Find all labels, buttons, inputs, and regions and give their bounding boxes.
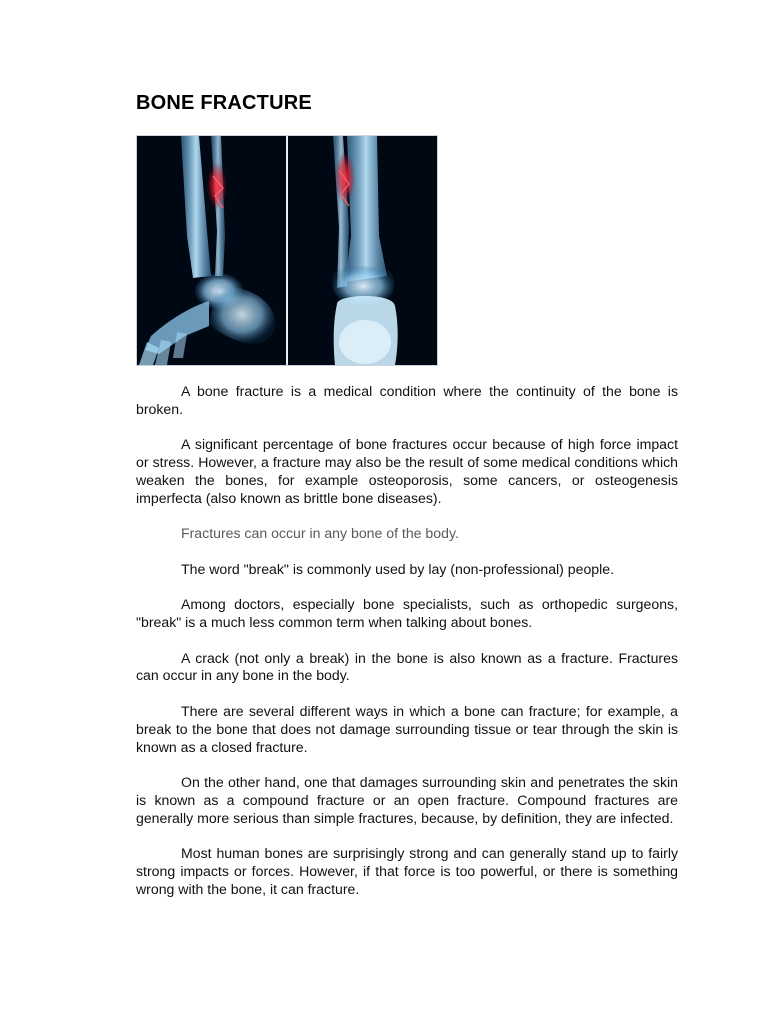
- xray-lateral-panel: [137, 136, 286, 365]
- paragraph: There are several different ways in which a bone can fracture; for example, a break to the bone that does not damage surrounding tissue or tear through the skin is known as a closed fracture.: [136, 702, 678, 755]
- paragraph: Among doctors, especially bone specialists, such as orthopedic surgeons, "break" is a much less common term when talking about bones.: [136, 596, 678, 631]
- paragraph: A crack (not only a break) in the bone is also known as a fracture. Fractures can occur in any bone in the body.: [136, 649, 678, 684]
- xray-figure: [136, 135, 438, 366]
- paragraph: Most human bones are surprisingly strong and can generally stand up to fairly strong impacts or forces. However, if that force is too powerful, or there is something wrong with the bone, it can fracture.: [136, 845, 678, 898]
- paragraph: Fractures can occur in any bone of the body.: [181, 525, 459, 542]
- paragraph: A significant percentage of bone fractures occur because of high force impact or stress. However, a fracture may also be the result of some medical conditions which weaken the bones, for example osteoporosis, some cancers, or osteogenesis imperfecta (also known as brittle bone diseases).: [136, 436, 678, 507]
- panel-divider: [286, 136, 288, 365]
- paragraph: The word "break" is commonly used by lay (non-professional) people.: [181, 560, 615, 577]
- paragraph: A bone fracture is a medical condition where the continuity of the bone is broken.: [136, 383, 678, 417]
- document-page: [136, 0, 678, 1024]
- xray-frontal-panel: [288, 136, 437, 365]
- document-title: BONE FRACTURE: [136, 92, 312, 114]
- body-text: [136, 383, 678, 917]
- paragraph: On the other hand, one that damages surrounding skin and penetrates the skin is known as a compound fracture or an open fracture. Compound fractures are generally more serious than simple fractures, because, by definition, they are infected.: [136, 774, 678, 826]
